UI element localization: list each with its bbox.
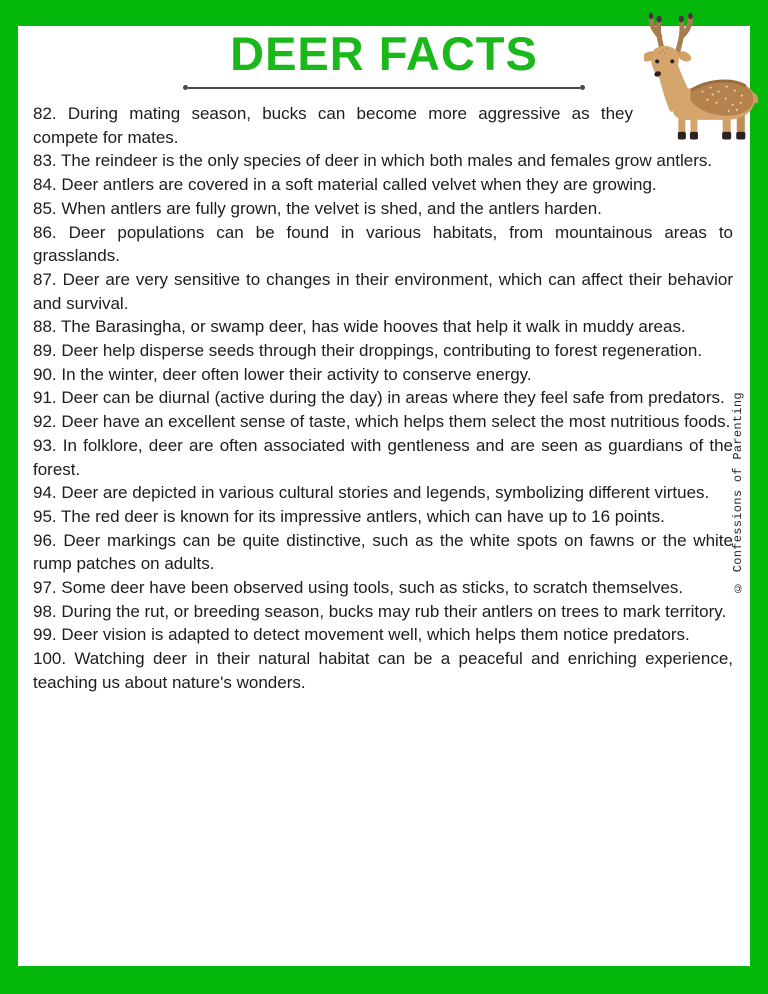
fact-item: 83. The reindeer is the only species of deer in which both males and females grow antlers. [33, 151, 713, 171]
fact-item: 99. Deer vision is adapted to detect movement well, which helps them notice predators. [33, 625, 690, 645]
page-title: DEER FACTS [230, 27, 538, 80]
header [18, 28, 750, 90]
divider-line [188, 87, 580, 89]
fact-item: 97. Some deer have been observed using tools, such as sticks, to scratch themselves. [33, 578, 684, 598]
fact-item: 88. The Barasingha, or swamp deer, has wide hooves that help it walk in muddy areas. [33, 317, 686, 337]
fact-item: 90. In the winter, deer often lower their activity to conserve energy. [33, 364, 532, 384]
divider-right-dot [580, 85, 585, 90]
fact-item: 98. During the rut, or breeding season, bucks may rub their antlers on trees to mark territory. [33, 601, 727, 621]
fact-item: 100. Watching deer in their natural habitat can be a peaceful and enriching experience, teaching us about nature's wonders. [33, 649, 733, 692]
fact-item: 86. Deer populations can be found in various habitats, from mountainous areas to grasslands. [33, 222, 733, 266]
title-divider [18, 85, 750, 90]
facts-list [33, 102, 733, 695]
watermark-credit: © Confessions of Parenting [731, 392, 745, 594]
fact-item: 91. Deer can be diurnal (active during the day) in areas where they feel safe from predators. [33, 388, 725, 408]
fact-item: 93. In folklore, deer are often associated with gentleness and are seen as guardians of the forest. [33, 435, 733, 479]
deer-icon [644, 7, 760, 143]
fact-item: 95. The red deer is known for its impressive antlers, which can have up to 16 points. [33, 506, 665, 526]
fact-item: 87. Deer are very sensitive to changes in their environment, which can affect their behavior and survival. [33, 269, 733, 313]
fact-item: 85. When antlers are fully grown, the velvet is shed, and the antlers harden. [33, 198, 602, 218]
content-area [18, 26, 750, 966]
fact-item: 94. Deer are depicted in various cultural stories and legends, symbolizing different virtues. [33, 483, 710, 503]
fact-item: 82. During mating season, bucks can become more aggressive as they compete for mates. [33, 104, 633, 147]
fact-item: 96. Deer markings can be quite distinctive, such as the white spots on fawns or the white rump patches on adults. [33, 530, 733, 574]
fact-item: 84. Deer antlers are covered in a soft material called velvet when they are growing. [33, 175, 657, 195]
fact-item: 89. Deer help disperse seeds through their droppings, contributing to forest regeneration. [33, 341, 703, 361]
fact-item: 92. Deer have an excellent sense of taste, which helps them select the most nutritious foods. [33, 412, 731, 432]
